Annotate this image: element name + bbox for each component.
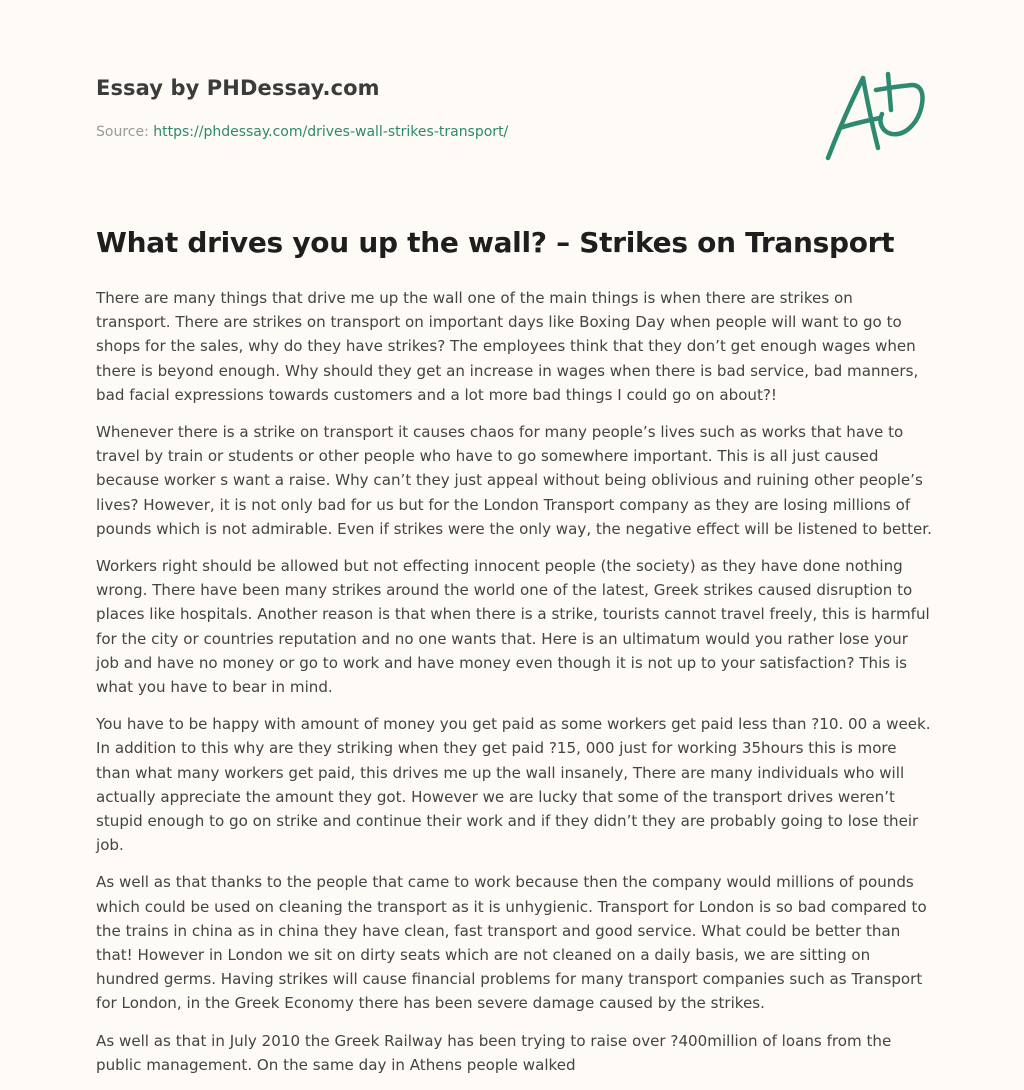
site-brand: Essay by PHDessay.com (96, 76, 380, 100)
essay-paragraph: As well as that in July 2010 the Greek Railway has been trying to raise over ?400million of loans from the public management. On the same day in Athens people walked (96, 1031, 892, 1074)
a-plus-logo-icon (820, 66, 930, 166)
essay-body (96, 286, 932, 1090)
essay-paragraph: You have to be happy with amount of money you get paid as some workers get paid less than ?10. 00 a week. In addition to this why are they striking when they get paid ?15, 000 just for working 35hours this is more than what many workers get paid, this drives me up the wall insanely, There are many individuals who will actually appreciate the amount they got. However we are lucky that some of the transport drives weren’t stupid enough to go on strike and continue their work and if they didn’t they are probably going to lose their job. (96, 715, 931, 855)
source-link[interactable]: https://phdessay.com/drives-wall-strikes-transport/ (153, 124, 509, 140)
essay-paragraph: As well as that thanks to the people that came to work because then the company would millions of pounds which could be used on cleaning the transport as it is unhygienic. Transport for London is so bad compared to the trains in china as in china they have clean, fast transport and good service. What could be better than that! However in London we sit on dirty seats which are not cleaned on a daily basis, we are sitting on hundred germs. Having strikes will cause financial problems for many transport companies such as Transport for London, in the Greek Economy there has been severe damage caused by the strikes. (96, 873, 927, 1013)
source-line (96, 124, 508, 140)
source-label: Source: (96, 124, 149, 140)
essay-paragraph: There are many things that drive me up the wall one of the main things is when there are strikes on transport. There are strikes on transport on important days like Boxing Day when people will want to go to shops for the sales, why do they have strikes? The employees think that they don’t get enough wages when there is beyond enough. Why should they get an increase in wages when there is bad service, bad manners, bad facial expressions towards customers and a lot more bad things I could go on about?! (96, 289, 919, 404)
essay-title: What drives you up the wall? – Strikes on Transport (96, 226, 895, 259)
essay-paragraph: Workers right should be allowed but not effecting innocent people (the society) as they have done nothing wrong. There have been many strikes around the world one of the latest, Greek strikes caused disruption to places like hospitals. Another reason is that when there is a strike, tourists cannot travel freely, this is harmful for the city or countries reputation and no one wants that. Here is an ultimatum would you rather lose your job and have no money or go to work and have money even though it is not up to your satisfaction? This is what you have to bear in mind. (96, 557, 930, 697)
essay-paragraph: Whenever there is a strike on transport it causes chaos for many people’s lives such as works that have to travel by train or students or other people who have to go somewhere important. This is all just caused because worker s want a raise. Why can’t they just appeal without being oblivious and ruining other people’s lives? However, it is not only bad for us but for the London Transport company as they are losing millions of pounds which is not admirable. Even if strikes were the only way, the negative effect will be listened to better. (96, 423, 932, 538)
